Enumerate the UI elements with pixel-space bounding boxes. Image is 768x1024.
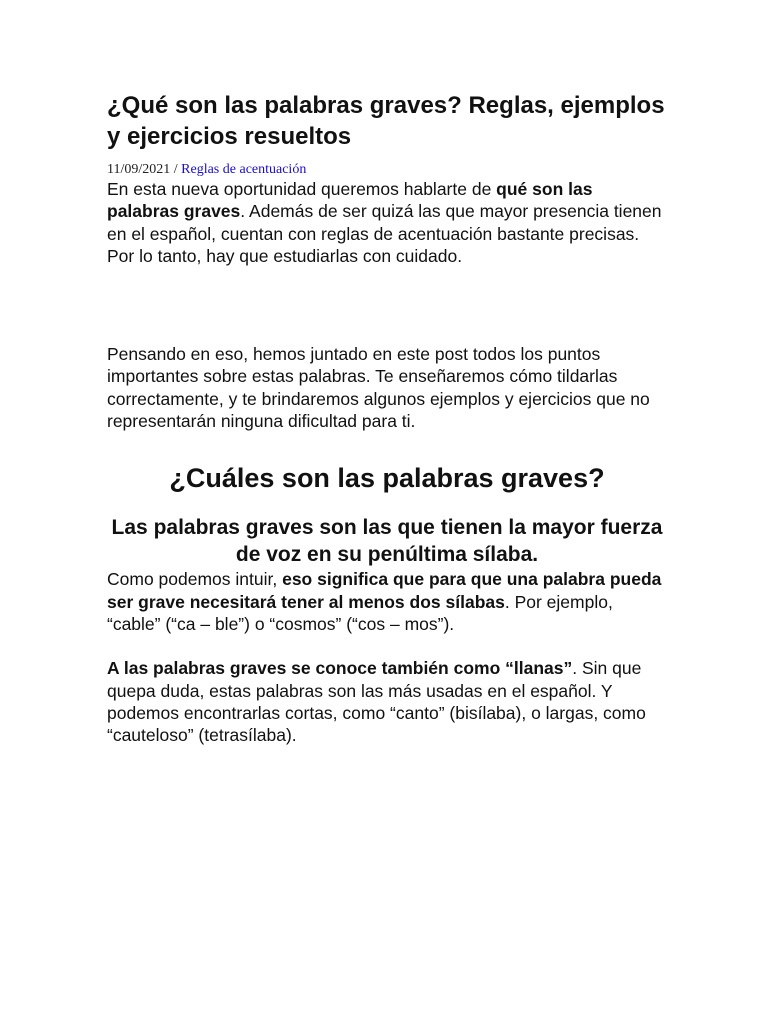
- section-bold-2: A las palabras graves se conoce también como “llanas”: [107, 658, 573, 679]
- intro-paragraph-1: [107, 178, 667, 267]
- intro-bold: qué son las palabras graves: [107, 179, 593, 222]
- section-text-b: . Por ejemplo, “cable” (“ca – ble”) o “cosmos” (“cos – mos”).: [107, 591, 613, 634]
- intro-text-a: En esta nueva oportunidad queremos hablarte de: [107, 179, 497, 199]
- section-heading: ¿Cuáles son las palabras graves?: [169, 463, 605, 494]
- spacer: [107, 267, 667, 343]
- article-meta: [107, 162, 667, 178]
- intro-text-b: . Además de ser quizá las que mayor presencia tienen en el español, cuentan con reglas de acentuación bastante precisas. Por lo tanto, hay que estudiarlas con cuidado.: [107, 201, 662, 266]
- spacer: [107, 635, 667, 657]
- section-subheading: Las palabras graves son las que tienen la mayor fuerza de voz en su penúltima sílaba.: [111, 516, 663, 567]
- intro-paragraph-2: Pensando en eso, hemos juntado en este post todos los puntos importantes sobre estas palabras. Te enseñaremos cómo tildarlas correctamente, y te brindaremos algunos ejemplos y ejercicios que no representarán ninguna dificultad para ti.: [107, 344, 650, 432]
- section-bold-1: eso significa que para que una palabra pueda ser grave necesitará tener al menos dos sílabas: [107, 569, 662, 612]
- section-text-c: . Sin que quepa duda, estas palabras son las más usadas en el español. Y podemos encontrarlas cortas, como “canto” (bisílaba), o largas, como “cauteloso” (tetrasílaba).: [107, 658, 646, 746]
- section-text-a: Como podemos intuir,: [107, 569, 283, 590]
- category-link[interactable]: Reglas de acentuación: [181, 162, 307, 177]
- article: [107, 90, 667, 746]
- section-paragraph-2: [107, 657, 667, 746]
- meta-separator: /: [170, 162, 182, 177]
- article-title: ¿Qué son las palabras graves? Reglas, ejemplos y ejercicios resueltos: [107, 92, 665, 150]
- section-paragraph-1: [107, 568, 667, 635]
- article-date: 11/09/2021: [107, 162, 171, 177]
